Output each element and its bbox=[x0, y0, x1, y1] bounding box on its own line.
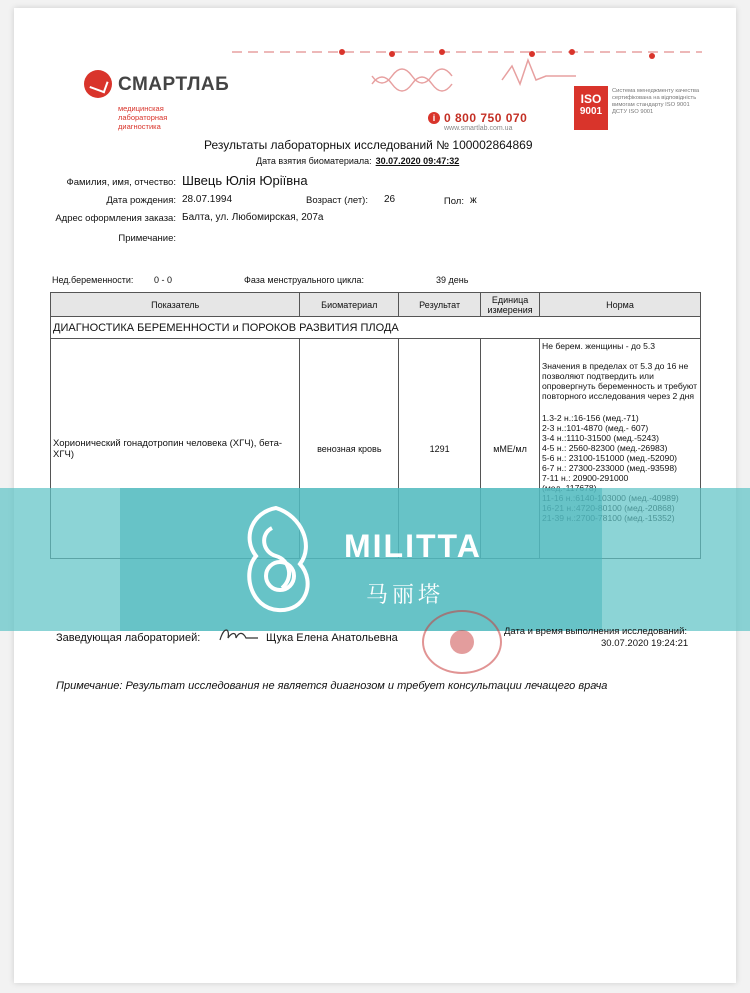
biomaterial-date-label: Дата взятия биоматериала: bbox=[256, 156, 372, 166]
norm-range: 5-6 н.: 23100-151000 (мед.-52090) bbox=[542, 453, 677, 463]
norm-range: 1.3-2 н.:16-156 (мед.-71) bbox=[542, 413, 639, 423]
header-biomaterial: Биоматериал bbox=[300, 293, 399, 317]
smartlab-logo-icon bbox=[84, 70, 112, 98]
patient-address: Балта, ул. Любомирская, 207а bbox=[182, 212, 324, 223]
dob-label: Дата рождения: bbox=[106, 195, 176, 206]
patient-sex: ж bbox=[470, 195, 477, 206]
biomaterial-date-line bbox=[256, 156, 459, 166]
done-date: 30.07.2020 19:24:21 bbox=[601, 638, 689, 649]
patient-age: 26 bbox=[384, 194, 396, 205]
iso-badge bbox=[574, 86, 608, 130]
norm-range: 7-11 н.: 20900-291000 bbox=[542, 473, 629, 483]
patient-name: Швець Юлія Юріївна bbox=[182, 173, 308, 188]
document-title: Результаты лабораторных исследований № 100002864869 bbox=[204, 138, 533, 152]
sex-label: Пол: bbox=[443, 196, 464, 207]
pregnancy-label: Нед.беременности: bbox=[52, 275, 134, 285]
head-name: Щука Елена Анатольевна bbox=[266, 632, 398, 644]
biomaterial-date: 30.07.2020 09:47:32 bbox=[375, 156, 460, 166]
cell-unit: мМЕ/мл bbox=[481, 339, 540, 559]
patient-dob: 28.07.1994 bbox=[182, 194, 233, 205]
norm-range: 2-3 н.:101-4870 (мед.- 607) bbox=[542, 423, 649, 433]
name-label: Фамилия, имя, отчество: bbox=[66, 177, 176, 188]
age-label: Возраст (лет): bbox=[305, 195, 368, 206]
norm-intro: Не берем. женщины - до 5.3 bbox=[542, 341, 656, 351]
watermark-name: MILITTA bbox=[344, 528, 482, 564]
iso-number: 9001 bbox=[579, 106, 603, 117]
section-row bbox=[51, 317, 701, 339]
cycle-value: 39 день bbox=[436, 275, 469, 285]
table-header-row bbox=[51, 293, 701, 317]
cell-indicator: Хорионический гонадотропин человека (ХГЧ), бета-ХГЧ) bbox=[51, 339, 300, 559]
info-icon: i bbox=[428, 112, 440, 124]
norm-range: 6-7 н.: 27300-233000 (мед.-93598) bbox=[542, 463, 677, 473]
lab-stamp-icon bbox=[422, 610, 502, 674]
iso-text: Система менеджменту качества сертифікована на відповідність вимогам стандарту ISO 9001 ДСТУ ISO 9001 bbox=[612, 88, 700, 115]
done-label: Дата и время выполнения исследований: bbox=[504, 626, 688, 637]
logo-name: СМАРТЛАБ bbox=[118, 74, 230, 95]
disclaimer: Примечание: Результат исследования не является диагнозом и требует консультации лечащего врача bbox=[56, 680, 608, 692]
section-title: ДИАГНОСТИКА БЕРЕМЕННОСТИ и ПОРОКОВ РАЗВИТИЯ ПЛОДА bbox=[51, 317, 701, 339]
dna-banner-icon bbox=[232, 44, 712, 94]
cycle-label: Фаза менструального цикла: bbox=[244, 275, 364, 285]
norm-range: 3-4 н.:1110-31500 (мед.-5243) bbox=[542, 433, 659, 443]
pregnancy-value: 0 - 0 bbox=[154, 275, 173, 285]
norm-range: 4-5 н.: 2560-82300 (мед.-26983) bbox=[542, 443, 668, 453]
signature-icon bbox=[216, 624, 260, 646]
militta-logo-icon bbox=[236, 498, 318, 618]
address-label: Адрес оформления заказа: bbox=[55, 213, 176, 224]
norm-note: Значения в пределах от 5.3 до 16 не позволяют подтвердить или опровергнуть беременность и требуют повторного исследования через 2 дня bbox=[542, 361, 698, 401]
header-indicator: Показатель bbox=[51, 293, 300, 317]
website: www.smartlab.com.ua bbox=[444, 125, 513, 132]
cell-result: 1291 bbox=[399, 339, 481, 559]
logo-tagline: медицинская лабораторная диагностика bbox=[118, 104, 168, 131]
head-label: Заведующая лабораторией: bbox=[56, 632, 201, 644]
cell-biomaterial: венозная кровь bbox=[300, 339, 399, 559]
header-result: Результат bbox=[399, 293, 481, 317]
header-unit: Единица измерения bbox=[481, 293, 540, 317]
header-norm: Норма bbox=[540, 293, 701, 317]
watermark-chinese: 马丽塔 bbox=[366, 582, 445, 607]
note-label: Примечание: bbox=[118, 233, 176, 244]
phone-number: 0 800 750 070 bbox=[444, 111, 528, 125]
iso-label: ISO bbox=[580, 92, 602, 106]
